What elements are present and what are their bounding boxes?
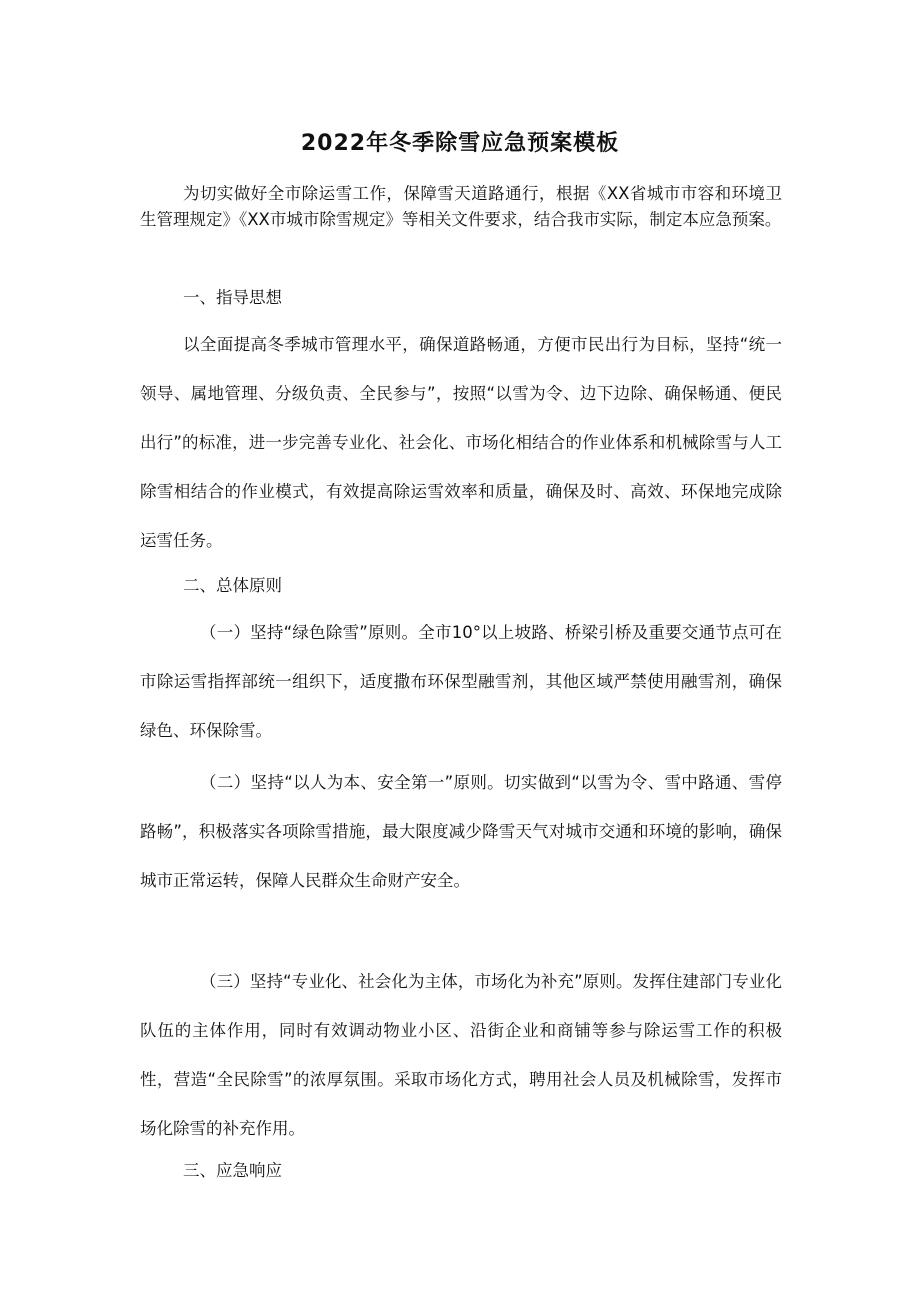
intro-paragraph: 为切实做好全市除运雪工作，保障雪天道路通行，根据《XX省城市市容和环境卫生管理规定》《XX市城市除雪规定》等相关文件要求，结合我市实际，制定本应急预案。 [140, 184, 782, 229]
paragraph-guiding-idea: 以全面提高冬季城市管理水平，确保道路畅通，方便市民出行为目标，坚持“统一领导、属地管理、分级负责、全民参与”，按照“以雪为令、边下边除、确保畅通、便民出行”的标准，进一步完善专业化、社会化、市场化相结合的作业体系和机械除雪与人工除雪相结合的作业模式，有效提高除运雪效率和质量，确保及时、高效、环保地完成除运雪任务。 [140, 335, 782, 550]
paragraph-principle-1: （一）坚持“绿色除雪”原则。全市10°以上坡路、桥梁引桥及重要交通节点可在市除运雪指挥部统一组织下，适度撒布环保型融雪剂，其他区域严禁使用融雪剂，确保绿色、环保除雪。 [140, 623, 782, 740]
paragraph-principle-3: （三）坚持“专业化、社会化为主体，市场化为补充”原则。发挥住建部门专业化队伍的主体作用，同时有效调动物业小区、沿街企业和商铺等参与除运雪工作的积极性，营造“全民除雪”的浓厚氛围。采取市场化方式，聘用社会人员及机械除雪，发挥市场化除雪的补充作用。 [140, 972, 782, 1138]
paragraph-principle-2: （二）坚持“以人为本、安全第一”原则。切实做到“以雪为令、雪中路通、雪停路畅”，积极落实各项除雪措施，最大限度减少降雪天气对城市交通和环境的影响，确保城市正常运转，保障人民群众生命财产安全。 [140, 773, 782, 890]
section-heading-emergency-response: 三、应急响应 [183, 1161, 282, 1180]
section-heading-guiding-idea: 一、指导思想 [183, 288, 282, 307]
document-title: 2022年冬季除雪应急预案模板 [300, 131, 620, 156]
section-heading-general-principles: 二、总体原则 [183, 576, 282, 595]
